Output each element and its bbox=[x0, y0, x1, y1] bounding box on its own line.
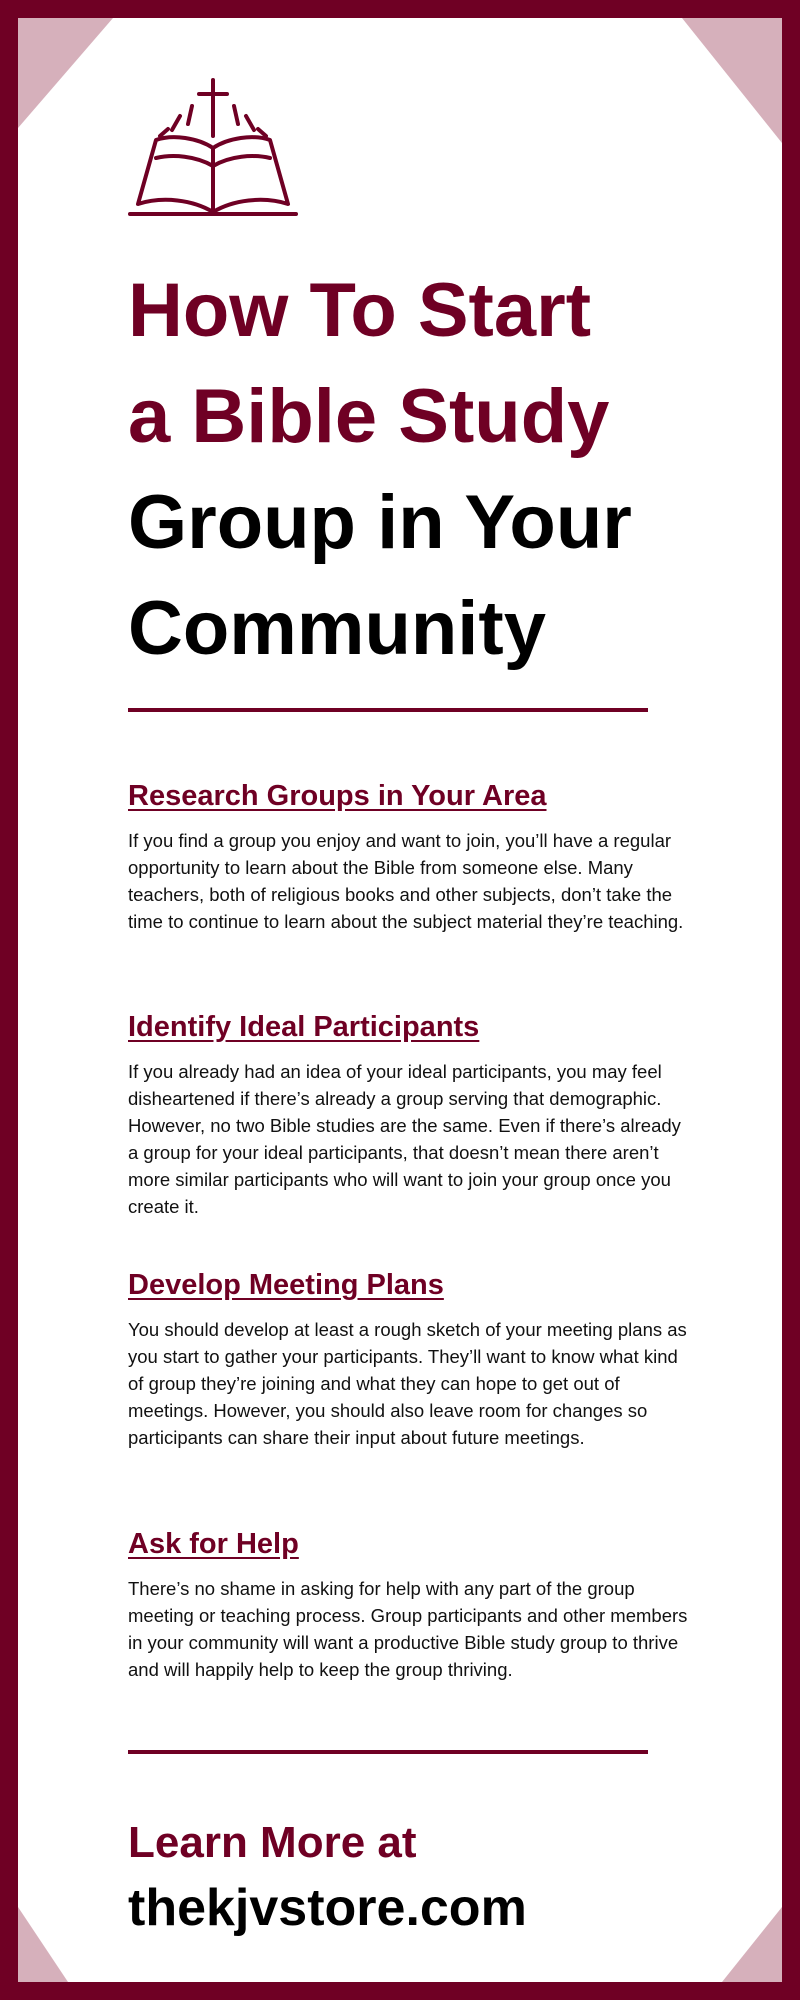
section-ask-for-help bbox=[128, 1528, 688, 1683]
section-heading: Identify Ideal Participants bbox=[128, 1011, 480, 1043]
section-body: There’s no shame in asking for help with any part of the group meeting or teaching process. Group participants and other members in your community will want a productive Bible study group to thrive and will happily help to keep the group thriving. bbox=[128, 1578, 688, 1680]
title-line-1: How To Start bbox=[128, 268, 592, 353]
corner-decoration-bottom-right bbox=[722, 1907, 782, 1982]
title-line-4: Community bbox=[128, 586, 546, 671]
section-body: If you find a group you enjoy and want to join, you’ll have a regular opportunity to learn about the Bible from someone else. Many teachers, both of religious books and other subjects, don’t take the time to continue to learn about the subject material they’re teaching. bbox=[128, 830, 684, 932]
infographic-frame bbox=[18, 18, 782, 1982]
section-heading: Develop Meeting Plans bbox=[128, 1269, 444, 1301]
corner-decoration-top-right bbox=[682, 18, 782, 143]
section-body: You should develop at least a rough sketch of your meeting plans as you start to gather your participants. They’ll want to know what kind of group they’re joining and what they can hope to get out of meetings. However, you should also leave room for changes so participants can share their input about future meetings. bbox=[128, 1319, 687, 1448]
page-title bbox=[128, 258, 728, 682]
section-meeting-plans bbox=[128, 1269, 688, 1451]
divider-top bbox=[128, 708, 648, 712]
corner-decoration-top-left bbox=[18, 18, 113, 128]
section-heading: Ask for Help bbox=[128, 1528, 299, 1560]
divider-bottom bbox=[128, 1750, 648, 1754]
title-line-2: a Bible Study bbox=[128, 374, 610, 459]
section-identify-participants bbox=[128, 1011, 688, 1220]
footer-cta-label: Learn More at bbox=[128, 1818, 417, 1867]
title-line-3: Group in Your bbox=[128, 480, 632, 565]
corner-decoration-bottom-left bbox=[18, 1907, 68, 1982]
footer-website: thekjvstore.com bbox=[128, 1879, 527, 1937]
open-bible-cross-icon bbox=[128, 76, 298, 221]
section-research-groups bbox=[128, 780, 688, 935]
section-body: If you already had an idea of your ideal participants, you may feel disheartened if there’s already a group serving that demographic. However, no two Bible studies are the same. Even if there’s already a group for your ideal participants, that doesn’t mean there aren’t more similar participants who will want to join your group once you create it. bbox=[128, 1061, 681, 1217]
section-heading: Research Groups in Your Area bbox=[128, 780, 547, 812]
